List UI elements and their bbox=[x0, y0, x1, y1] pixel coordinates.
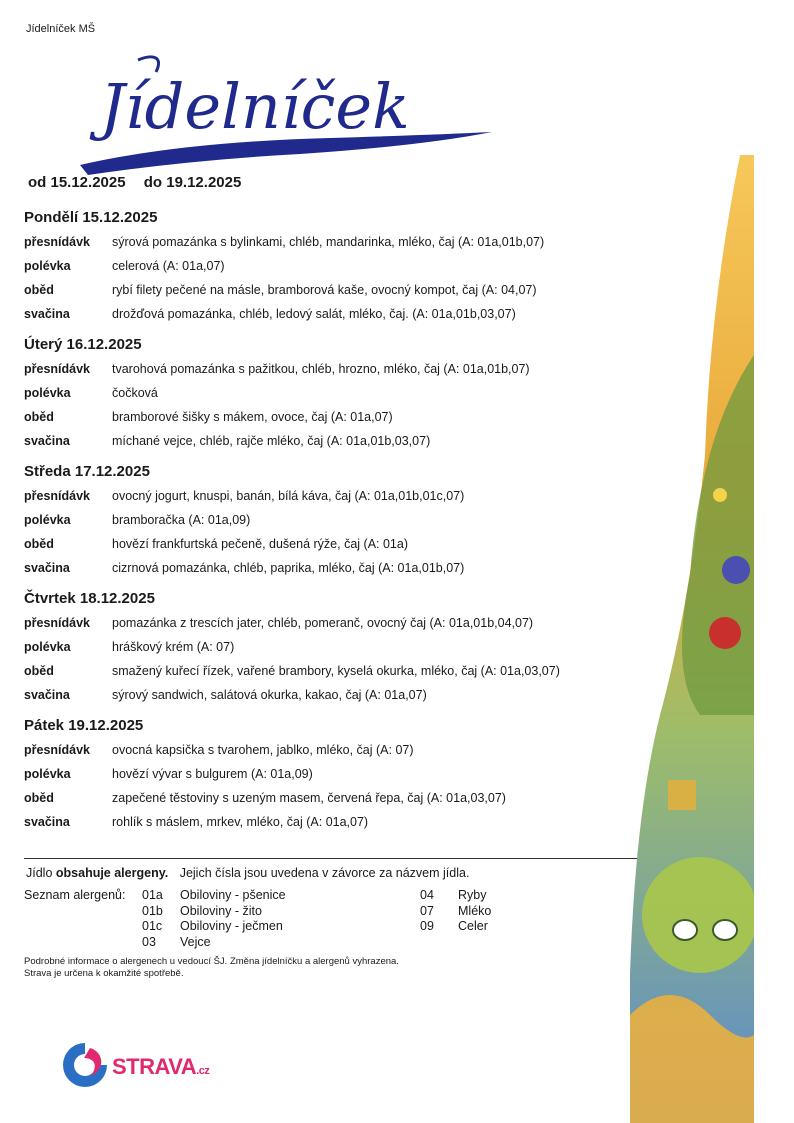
meal-row bbox=[24, 484, 644, 508]
meal-text: čočková bbox=[112, 386, 158, 400]
allergen-code: 01b bbox=[142, 903, 163, 918]
day-thursday bbox=[24, 587, 644, 707]
allergen-code: 01a bbox=[142, 888, 163, 902]
allergen-note bbox=[26, 866, 469, 880]
meal-row bbox=[24, 381, 644, 405]
menu bbox=[24, 206, 644, 841]
meal-label: přesnídávk bbox=[24, 489, 91, 503]
meal-label: polévka bbox=[24, 767, 71, 781]
divider bbox=[24, 858, 638, 859]
meal-label: oběd bbox=[24, 283, 54, 297]
meal-row bbox=[24, 254, 644, 278]
strava-logo-text bbox=[112, 1054, 209, 1080]
meal-text: ovocná kapsička s tvarohem, jablko, mléko, čaj (A: 07) bbox=[112, 743, 414, 757]
day-monday bbox=[24, 206, 644, 326]
meal-text: sýrový sandwich, salátová okurka, kakao, čaj (A: 01a,07) bbox=[112, 688, 427, 702]
logo-word: STRAVA bbox=[112, 1054, 197, 1079]
allergen-note-lead: Jídlo bbox=[26, 866, 53, 880]
meal-text: ovocný jogurt, knuspi, banán, bílá káva, čaj (A: 01a,01b,01c,07) bbox=[112, 489, 465, 503]
allergen-name: Ryby bbox=[458, 888, 487, 902]
meal-row bbox=[24, 738, 644, 762]
allergen-list-label: Seznam alergenů: bbox=[24, 888, 126, 902]
ornament-icon bbox=[709, 617, 741, 649]
meal-text: smažený kuřecí řízek, vařené brambory, kyselá okurka, mléko, čaj (A: 01a,03,07) bbox=[112, 664, 560, 678]
strava-logo bbox=[60, 1040, 210, 1096]
allergen-entry bbox=[420, 904, 491, 920]
meal-label: přesnídávk bbox=[24, 235, 91, 249]
allergen-name: Celer bbox=[458, 919, 488, 933]
day-tuesday bbox=[24, 333, 644, 453]
meal-text: rohlík s máslem, mrkev, mléko, čaj (A: 01a,07) bbox=[112, 815, 369, 829]
meal-row bbox=[24, 405, 644, 429]
allergen-note-bold: obsahuje alergeny. bbox=[55, 866, 169, 880]
date-range bbox=[28, 174, 255, 191]
allergen-name: Obiloviny - žito bbox=[180, 903, 262, 918]
meal-row bbox=[24, 810, 644, 834]
meal-label: oběd bbox=[24, 664, 54, 678]
meal-text: drožďová pomazánka, chléb, ledový salát, mléko, čaj. (A: 01a,01b,03,07) bbox=[112, 307, 516, 321]
allergen-entry bbox=[420, 888, 486, 904]
meal-row bbox=[24, 611, 644, 635]
logo-suffix: .cz bbox=[196, 1065, 210, 1077]
meal-row bbox=[24, 659, 644, 683]
meal-label: oběd bbox=[24, 537, 54, 551]
allergen-code: 01c bbox=[142, 919, 163, 933]
meal-label: polévka bbox=[24, 640, 71, 654]
date-to: do 19.12.2025 bbox=[143, 174, 242, 191]
meal-label: přesnídávk bbox=[24, 362, 91, 376]
christmas-illustration bbox=[630, 155, 754, 1123]
allergen-name: Vejce bbox=[180, 934, 211, 949]
day-friday bbox=[24, 714, 644, 834]
meal-row bbox=[24, 556, 644, 580]
day-title: Pátek 19.12.2025 bbox=[24, 717, 144, 734]
ornament-cap-icon bbox=[668, 780, 696, 810]
meal-label: oběd bbox=[24, 410, 54, 424]
meal-label: svačina bbox=[24, 688, 70, 702]
meal-text: hovězí frankfurtská pečeně, dušená rýže, čaj (A: 01a) bbox=[112, 537, 408, 551]
allergen-entry bbox=[142, 935, 211, 951]
meal-text: celerová (A: 01a,07) bbox=[112, 259, 225, 273]
meal-row bbox=[24, 635, 644, 659]
day-title: Středa 17.12.2025 bbox=[24, 463, 150, 480]
meal-row bbox=[24, 357, 644, 381]
day-title: Čtvrtek 18.12.2025 bbox=[24, 590, 155, 607]
meal-text: rybí filety pečené na másle, bramborová kaše, ovocný kompot, čaj (A: 04,07) bbox=[112, 283, 537, 297]
meal-label: polévka bbox=[24, 386, 71, 400]
meal-row bbox=[24, 683, 644, 707]
day-title: Pondělí 15.12.2025 bbox=[24, 209, 158, 226]
ornament-ball-icon bbox=[642, 857, 754, 973]
meal-text: tvarohová pomazánka s pažitkou, chléb, hrozno, mléko, čaj (A: 01a,01b,07) bbox=[112, 362, 530, 376]
meal-row bbox=[24, 230, 644, 254]
allergen-code: 09 bbox=[420, 919, 434, 933]
day-title: Úterý 16.12.2025 bbox=[24, 336, 142, 353]
meal-row bbox=[24, 762, 644, 786]
meal-label: přesnídávk bbox=[24, 616, 91, 630]
meal-label: polévka bbox=[24, 259, 71, 273]
allergen-entry bbox=[142, 888, 286, 904]
meal-row bbox=[24, 508, 644, 532]
title-text: Jídelníček bbox=[100, 70, 410, 143]
footnote-line: Podrobné informace o alergenech u vedoucí ŠJ. Změna jídelníčku a alergenů vyhrazena. bbox=[24, 956, 399, 967]
meal-label: přesnídávk bbox=[24, 743, 91, 757]
meal-text: zapečené těstoviny s uzeným masem, červená řepa, čaj (A: 01a,03,07) bbox=[112, 791, 506, 805]
allergen-code: 03 bbox=[142, 934, 156, 949]
footnote-line: Strava je určena k okamžité spotřebě. bbox=[24, 968, 184, 979]
meal-row bbox=[24, 532, 644, 556]
meal-text: hovězí vývar s bulgurem (A: 01a,09) bbox=[112, 767, 313, 781]
meal-label: svačina bbox=[24, 434, 70, 448]
allergen-entry bbox=[420, 919, 488, 935]
footnote bbox=[24, 956, 399, 980]
meal-row bbox=[24, 278, 644, 302]
meal-text: bramborové šišky s mákem, ovoce, čaj (A: 01a,07) bbox=[112, 410, 393, 424]
cat-eye-icon bbox=[713, 920, 737, 940]
meal-text: pomazánka z trescích jater, chléb, pomeranč, ovocný čaj (A: 01a,01b,04,07) bbox=[112, 616, 534, 630]
allergen-code: 04 bbox=[420, 888, 434, 902]
meal-label: svačina bbox=[24, 561, 70, 575]
allergen-entry bbox=[142, 904, 262, 920]
meal-row bbox=[24, 429, 644, 453]
meal-row bbox=[24, 786, 644, 810]
date-from: od 15.12.2025 bbox=[28, 174, 126, 191]
allergen-name: Obiloviny - pšenice bbox=[180, 888, 286, 902]
ornament-icon bbox=[722, 556, 750, 584]
allergen-name: Mléko bbox=[458, 903, 492, 918]
day-wednesday bbox=[24, 460, 644, 580]
allergen-name: Obiloviny - ječmen bbox=[180, 919, 283, 933]
meal-row bbox=[24, 302, 644, 326]
strava-logo-icon bbox=[60, 1040, 110, 1090]
meal-text: hráškový krém (A: 07) bbox=[112, 640, 235, 654]
ornament-icon bbox=[713, 488, 727, 502]
meal-label: svačina bbox=[24, 307, 70, 321]
allergen-entry bbox=[142, 919, 283, 935]
meal-text: cizrnová pomazánka, chléb, paprika, mléko, čaj (A: 01a,01b,07) bbox=[112, 561, 465, 575]
meal-label: oběd bbox=[24, 791, 54, 805]
allergen-code: 07 bbox=[420, 903, 434, 918]
meal-label: svačina bbox=[24, 815, 70, 829]
meal-text: bramboračka (A: 01a,09) bbox=[112, 513, 251, 527]
page-header: Jídelníček MŠ bbox=[26, 23, 96, 35]
cat-eye-icon bbox=[673, 920, 697, 940]
meal-text: míchané vejce, chléb, rajče mléko, čaj (A: 01a,01b,03,07) bbox=[112, 434, 431, 448]
allergen-note-rest: Jejich čísla jsou uvedena v závorce za názvem jídla. bbox=[179, 866, 470, 880]
meal-text: sýrová pomazánka s bylinkami, chléb, mandarinka, mléko, čaj (A: 01a,01b,07) bbox=[112, 235, 545, 249]
title-art bbox=[60, 50, 500, 180]
meal-label: polévka bbox=[24, 513, 71, 527]
